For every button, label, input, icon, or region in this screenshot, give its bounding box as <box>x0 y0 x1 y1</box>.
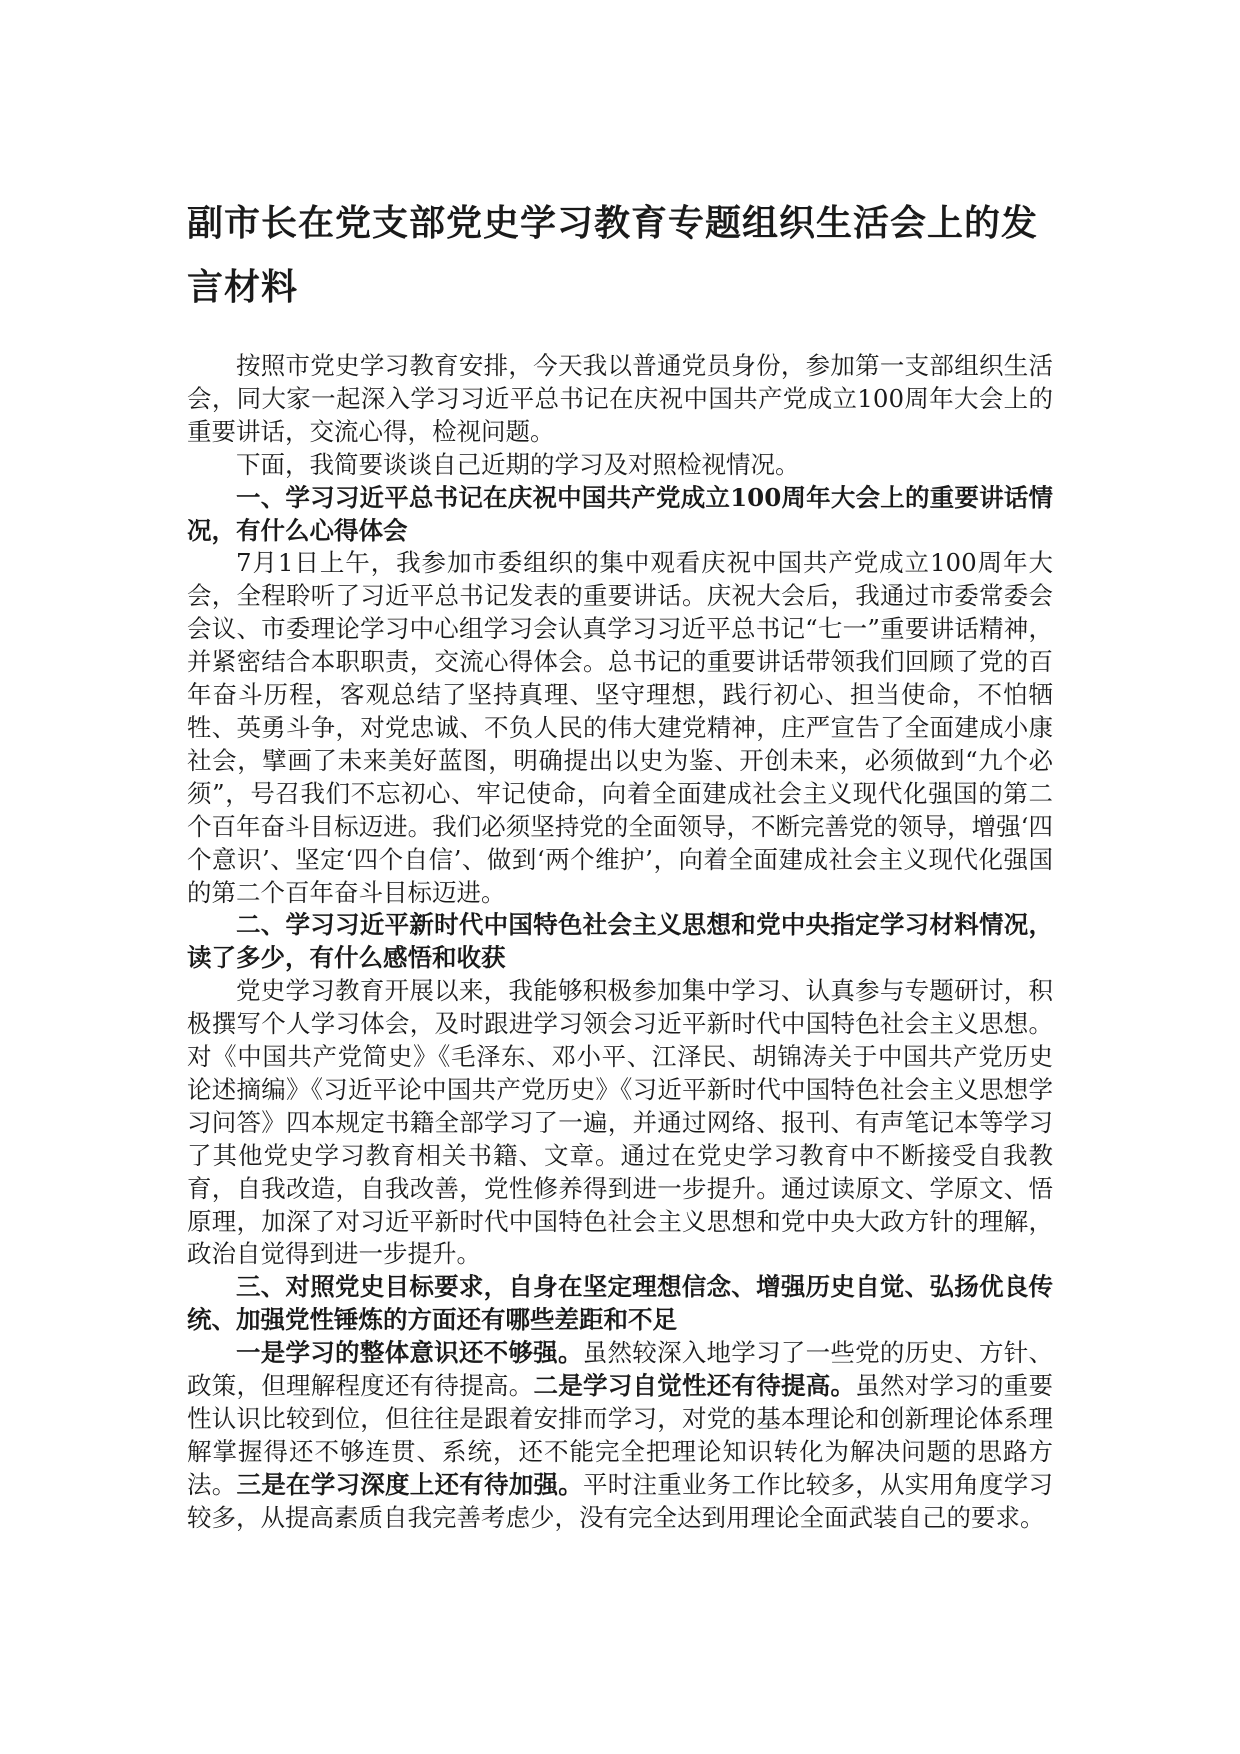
point-lead: 二是学习自觉性还有待提高。 <box>533 1371 856 1401</box>
intro-paragraph: 下面，我简要谈谈自己近期的学习及对照检视情况。 <box>236 449 800 479</box>
point-text: 虽然对学习的重要性认识比较到位，但往往是跟着安排而学习，对党的基本理论和创新理论体系理解掌握得还不够连贯、系统，还不能完全把理论知识转化为解决问题的思路方法。 <box>187 1371 1053 1499</box>
point-lead: 三是在学习深度上还有待加强。 <box>236 1469 583 1499</box>
section-body: 7月1日上午，我参加市委组织的集中观看庆祝中国共产党成立100周年大会，全程聆听了习近平总书记发表的重要讲话。庆祝大会后，我通过市委常委会会议、市委理论学习中心组学习会认真学习习近平总书记“七一”重要讲话精神，并紧密结合本职职责，交流心得体会。总书记的重要讲话带领我们回顾了党的百年奋斗历程，客观总结了坚持真理、坚守理想，践行初心、担当使命，不怕牺牲、英勇斗争，对党忠诚、不负人民的伟大建党精神，庄严宣告了全面建成小康社会，擘画了未来美好蓝图，明确提出以史为鉴、开创未来，必须做到“九个必须”，号召我们不忘初心、牢记使命，向着全面建成社会主义现代化强国的第二个百年奋斗目标迈进。我们必须坚持党的全面领导，不断完善党的领导，增强‘四个意识’、坚定‘四个自信’、做到‘两个维护’，向着全面建成社会主义现代化强国的第二个百年奋斗目标迈进。 <box>187 548 1053 907</box>
document-title: 副市长在党支部党史学习教育专题组织生活会上的发言材料 <box>187 203 1039 308</box>
shortcomings-paragraph <box>187 1337 1053 1534</box>
section-body: 党史学习教育开展以来，我能够积极参加集中学习、认真参与专题研讨，积极撰写个人学习体会，及时跟进学习领会习近平新时代中国特色社会主义思想。对《中国共产党简史》《毛泽东、邓小平、江泽民、胡锦涛关于中国共产党历史论述摘编》《习近平论中国共产党历史》《习近平新时代中国特色社会主义思想学习问答》四本规定书籍全部学习了一遍，并通过网络、报刊、有声笔记本等学习了其他党史学习教育相关书籍、文章。通过在党史学习教育中不断接受自我教育，自我改造，自我改善，党性修养得到进一步提升。通过读原文、学原文、悟原理，加深了对习近平新时代中国特色社会主义思想和党中央大政方针的理解，政治自觉得到进一步提升。 <box>187 976 1053 1269</box>
point-lead: 一是学习的整体意识还不够强。 <box>236 1338 583 1368</box>
document-page <box>187 192 1053 1535</box>
section-heading: 二、学习习近平新时代中国特色社会主义思想和党中央指定学习材料情况，读了多少，有什么感悟和收获 <box>187 910 1053 973</box>
intro-paragraph: 按照市党史学习教育安排，今天我以普通党员身份，参加第一支部组织生活会，同大家一起深入学习习近平总书记在庆祝中国共产党成立100周年大会上的重要讲话，交流心得，检视问题。 <box>187 351 1053 446</box>
point-text: 虽然较深入地学习了一些党的历史、方针、政策，但理解程度还有待提高。 <box>187 1338 1053 1401</box>
section-heading: 一、学习习近平总书记在庆祝中国共产党成立100周年大会上的重要讲话情况，有什么心得体会 <box>187 482 1053 545</box>
section-heading: 三、对照党史目标要求，自身在坚定理想信念、增强历史自觉、弘扬优良传统、加强党性锤炼的方面还有哪些差距和不足 <box>187 1272 1053 1335</box>
point-text: 平时注重业务工作比较多，从实用角度学习较多，从提高素质自我完善考虑少，没有完全达到用理论全面武装自己的要求。 <box>187 1469 1053 1532</box>
